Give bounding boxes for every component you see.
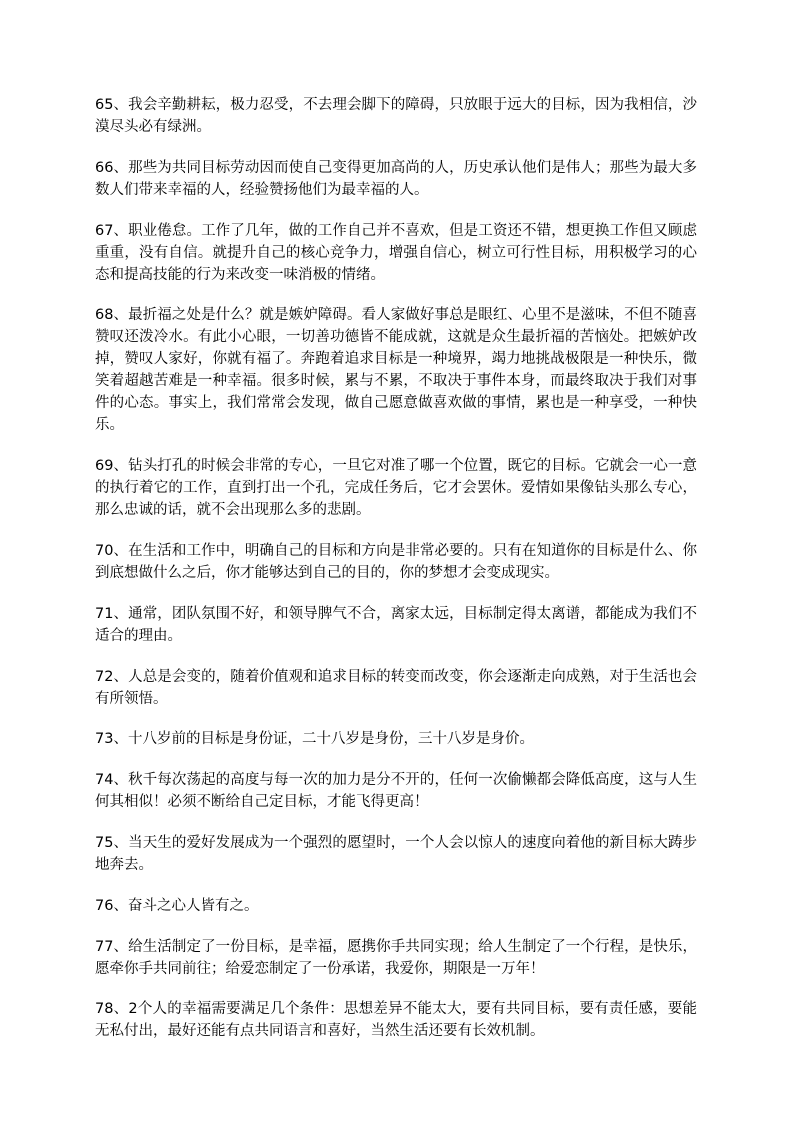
paragraph-74: 74、秋千每次荡起的高度与每一次的加力是分不开的，任何一次偷懒都会降低高度，这与人生何其相似！必须不断给自己定目标，才能飞得更高！ bbox=[95, 772, 697, 811]
paragraph-65: 65、我会辛勤耕耘，极力忍受，不去理会脚下的障碍，只放眼于远大的目标，因为我相信，沙漠尽头必有绿洲。 bbox=[95, 97, 697, 135]
document-body bbox=[95, 94, 697, 1061]
paragraph-67: 67、职业倦怠。工作了几年，做的工作自己并不喜欢，但是工资还不错，想更换工作但又顾虑重重，没有自信。就提升自己的核心竞争力，增强自信心，树立可行性目标，用积极学习的心态和提高技能的行为来改变一味消极的情绪。 bbox=[95, 222, 697, 283]
paragraph-73: 73、十八岁前的目标是身份证，二十八岁是身份，三十八岁是身价。 bbox=[95, 731, 534, 748]
paragraph-66: 66、那些为共同目标劳动因而使自己变得更加高尚的人，历史承认他们是伟人；那些为最大多数人们带来幸福的人，经验赞扬他们为最幸福的人。 bbox=[95, 159, 697, 198]
paragraph-72: 72、人总是会变的，随着价值观和追求目标的转变而改变，你会逐渐走向成熟，对于生活也会有所领悟。 bbox=[95, 668, 697, 707]
paragraph-78: 78、2个人的幸福需要满足几个条件：思想差异不能太大，要有共同目标，要有责任感，要能无私付出，最好还能有点共同语言和喜好，当然生活还要有长效机制。 bbox=[95, 1001, 697, 1040]
paragraph-71: 71、通常，团队氛围不好，和领导脾气不合，离家太远，目标制定得太离谱，都能成为我们不适合的理由。 bbox=[95, 605, 697, 644]
paragraph-69: 69、钻头打孔的时候会非常的专心，一旦它对准了哪一个位置，既它的目标。它就会一心一意的执行着它的工作，直到打出一个孔，完成任务后，它才会罢休。爱情如果像钻头那么专心，那么忠诚的话，就不会出现那么多的悲剧。 bbox=[95, 458, 697, 519]
paragraph-70: 70、在生活和工作中，明确自己的目标和方向是非常必要的。只有在知道你的目标是什么、你到底想做什么之后，你才能够达到自己的目的，你的梦想才会变成现实。 bbox=[95, 542, 697, 581]
paragraph-76: 76、奋斗之心人皆有之。 bbox=[95, 897, 259, 914]
paragraph-77: 77、给生活制定了一份目标，是幸福，愿携你手共同实现；给人生制定了一个行程，是快乐，愿牵你手共同前往；给爱恋制定了一份承诺，我爱你，期限是一万年！ bbox=[95, 938, 697, 977]
paragraph-68: 68、最折福之处是什么？就是嫉妒障碍。看人家做好事总是眼红、心里不是滋味，不但不随喜赞叹还泼冷水。有此小心眼，一切善功德皆不能成就，这就是众生最折福的苦恼处。把嫉妒改掉，赞叹人家好，你就有福了。奔跑着追求目标是一种境界，竭力地挑战极限是一种快乐，微笑着超越苦难是一种幸福。很多时候，累与不累，不取决于事件本身，而最终取决于我们对事件的心态。事实上，我们常常会发现，做自己愿意做喜欢做的事情，累也是一种享受，一种快乐。 bbox=[95, 307, 697, 434]
paragraph-75: 75、当天生的爱好发展成为一个强烈的愿望时，一个人会以惊人的速度向着他的新目标大踌步地奔去。 bbox=[95, 834, 697, 873]
